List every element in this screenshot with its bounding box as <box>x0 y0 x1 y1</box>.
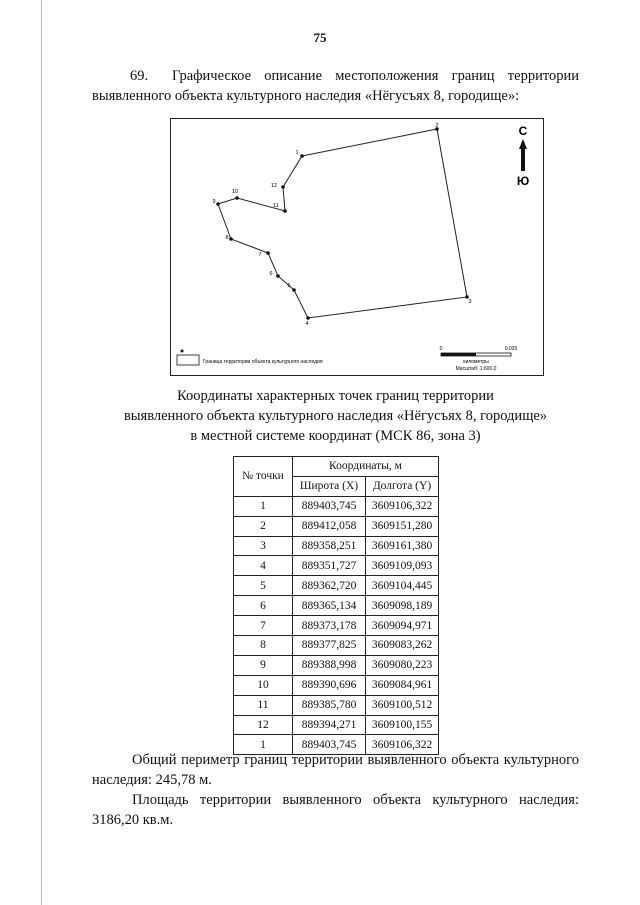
cell-point: 3 <box>234 536 293 556</box>
cell-y: 3609151,280 <box>366 516 439 536</box>
header-point: № точки <box>234 457 293 497</box>
cell-point: 6 <box>234 596 293 616</box>
cell-x: 889390,696 <box>293 675 366 695</box>
scale-end: 0,035 <box>504 346 518 352</box>
cell-x: 889385,780 <box>293 695 366 715</box>
cell-x: 889403,745 <box>293 735 366 755</box>
cell-x: 889412,058 <box>293 516 366 536</box>
table-row <box>234 516 439 536</box>
table-row <box>234 536 439 556</box>
scale-unit: километры <box>463 359 489 365</box>
legend-text: Граница территории объекта культурного наследия <box>203 359 323 365</box>
table-row <box>234 715 439 735</box>
cell-x: 889358,251 <box>293 536 366 556</box>
scale-ratio: Масштаб: 1:600,0 <box>455 366 497 372</box>
boundary-point-label: 5 <box>287 283 291 289</box>
boundary-point-label: 6 <box>269 271 273 277</box>
cell-point: 1 <box>234 735 293 755</box>
table-row <box>234 655 439 675</box>
header-y: Долгота (Y) <box>366 476 439 496</box>
table-row <box>234 576 439 596</box>
boundary-map <box>170 118 544 376</box>
section-number: 69. <box>130 68 149 84</box>
section-heading <box>92 66 579 106</box>
boundary-point-label: 4 <box>305 321 309 327</box>
cell-y: 3609106,322 <box>366 496 439 516</box>
cell-x: 889403,745 <box>293 496 366 516</box>
table-row <box>234 616 439 636</box>
cell-y: 3609100,512 <box>366 695 439 715</box>
compass-south-label: Ю <box>516 174 530 188</box>
map-legend <box>177 350 323 366</box>
section-text: Графическое описание местоположения границ территории выявленного объекта культурного наследия «Нёгусъях 8, городище»: <box>92 68 579 104</box>
boundary-point <box>306 316 310 320</box>
cell-point: 8 <box>234 636 293 656</box>
cell-point: 5 <box>234 576 293 596</box>
cell-x: 889362,720 <box>293 576 366 596</box>
table-row <box>234 596 439 616</box>
boundary-point <box>292 288 296 292</box>
page-margin-line <box>41 0 42 905</box>
compass-north-label: С <box>518 124 528 138</box>
cell-point: 9 <box>234 655 293 675</box>
cell-x: 889365,134 <box>293 596 366 616</box>
scale-bar <box>440 346 518 372</box>
caption-line-1: Координаты характерных точек границ территории <box>177 388 494 404</box>
caption-line-2: выявленного объекта культурного наследия «Нёгусъях 8, городище» <box>123 408 548 424</box>
boundary-point <box>216 202 220 206</box>
boundary-point <box>235 196 239 200</box>
header-x: Широта (X) <box>293 476 366 496</box>
cell-point: 12 <box>234 715 293 735</box>
boundary-point <box>229 237 233 241</box>
area-paragraph <box>92 790 579 830</box>
boundary-point <box>276 274 280 278</box>
boundary-point-label: 10 <box>231 189 239 195</box>
perimeter-paragraph <box>92 750 579 790</box>
cell-y: 3609104,445 <box>366 576 439 596</box>
cell-y: 3609080,223 <box>366 655 439 675</box>
page-number: 75 <box>313 30 327 45</box>
boundary-point-label: 2 <box>435 123 439 129</box>
boundary-point-label: 3 <box>468 299 472 305</box>
boundary-points <box>212 123 471 327</box>
cell-y: 3609100,155 <box>366 715 439 735</box>
boundary-point-label: 11 <box>273 203 279 209</box>
cell-y: 3609106,322 <box>366 735 439 755</box>
area-text: Площадь территории выявленного объекта культурного наследия: 3186,20 кв.м. <box>92 792 579 828</box>
cell-x: 889394,271 <box>293 715 366 735</box>
boundary-point-label: 12 <box>270 183 278 189</box>
cell-y: 3609161,380 <box>366 536 439 556</box>
table-row <box>234 695 439 715</box>
scale-start: 0 <box>439 346 443 352</box>
table-row <box>234 496 439 516</box>
table-caption <box>92 386 579 446</box>
compass <box>517 124 529 188</box>
cell-y: 3609109,093 <box>366 556 439 576</box>
boundary-point <box>300 154 304 158</box>
table-row <box>234 556 439 576</box>
boundary-polygon <box>218 129 467 318</box>
caption-line-3: в местной системе координат (МСК 86, зона 3) <box>190 428 481 444</box>
cell-y: 3609083,262 <box>366 636 439 656</box>
table-row <box>234 675 439 695</box>
boundary-line <box>218 129 467 318</box>
boundary-point <box>281 185 285 189</box>
cell-point: 2 <box>234 516 293 536</box>
cell-point: 11 <box>234 695 293 715</box>
perimeter-text: Общий периметр границ территории выявленного объекта культурного наследия: 245,78 м. <box>92 752 579 788</box>
boundary-point-label: 1 <box>295 150 299 156</box>
cell-x: 889351,727 <box>293 556 366 576</box>
boundary-point <box>266 251 270 255</box>
cell-x: 889373,178 <box>293 616 366 636</box>
boundary-point-label: 9 <box>212 199 216 205</box>
boundary-point-label: 8 <box>225 235 229 241</box>
table-row <box>234 636 439 656</box>
cell-x: 889377,825 <box>293 636 366 656</box>
boundary-point-label: 7 <box>258 252 262 258</box>
cell-point: 1 <box>234 496 293 516</box>
cell-point: 4 <box>234 556 293 576</box>
coordinates-table <box>233 456 439 755</box>
header-coords: Координаты, м <box>293 457 439 477</box>
cell-y: 3609094,971 <box>366 616 439 636</box>
cell-point: 10 <box>234 675 293 695</box>
cell-y: 3609098,189 <box>366 596 439 616</box>
cell-x: 889388,998 <box>293 655 366 675</box>
cell-y: 3609084,961 <box>366 675 439 695</box>
cell-point: 7 <box>234 616 293 636</box>
boundary-point <box>283 209 287 213</box>
